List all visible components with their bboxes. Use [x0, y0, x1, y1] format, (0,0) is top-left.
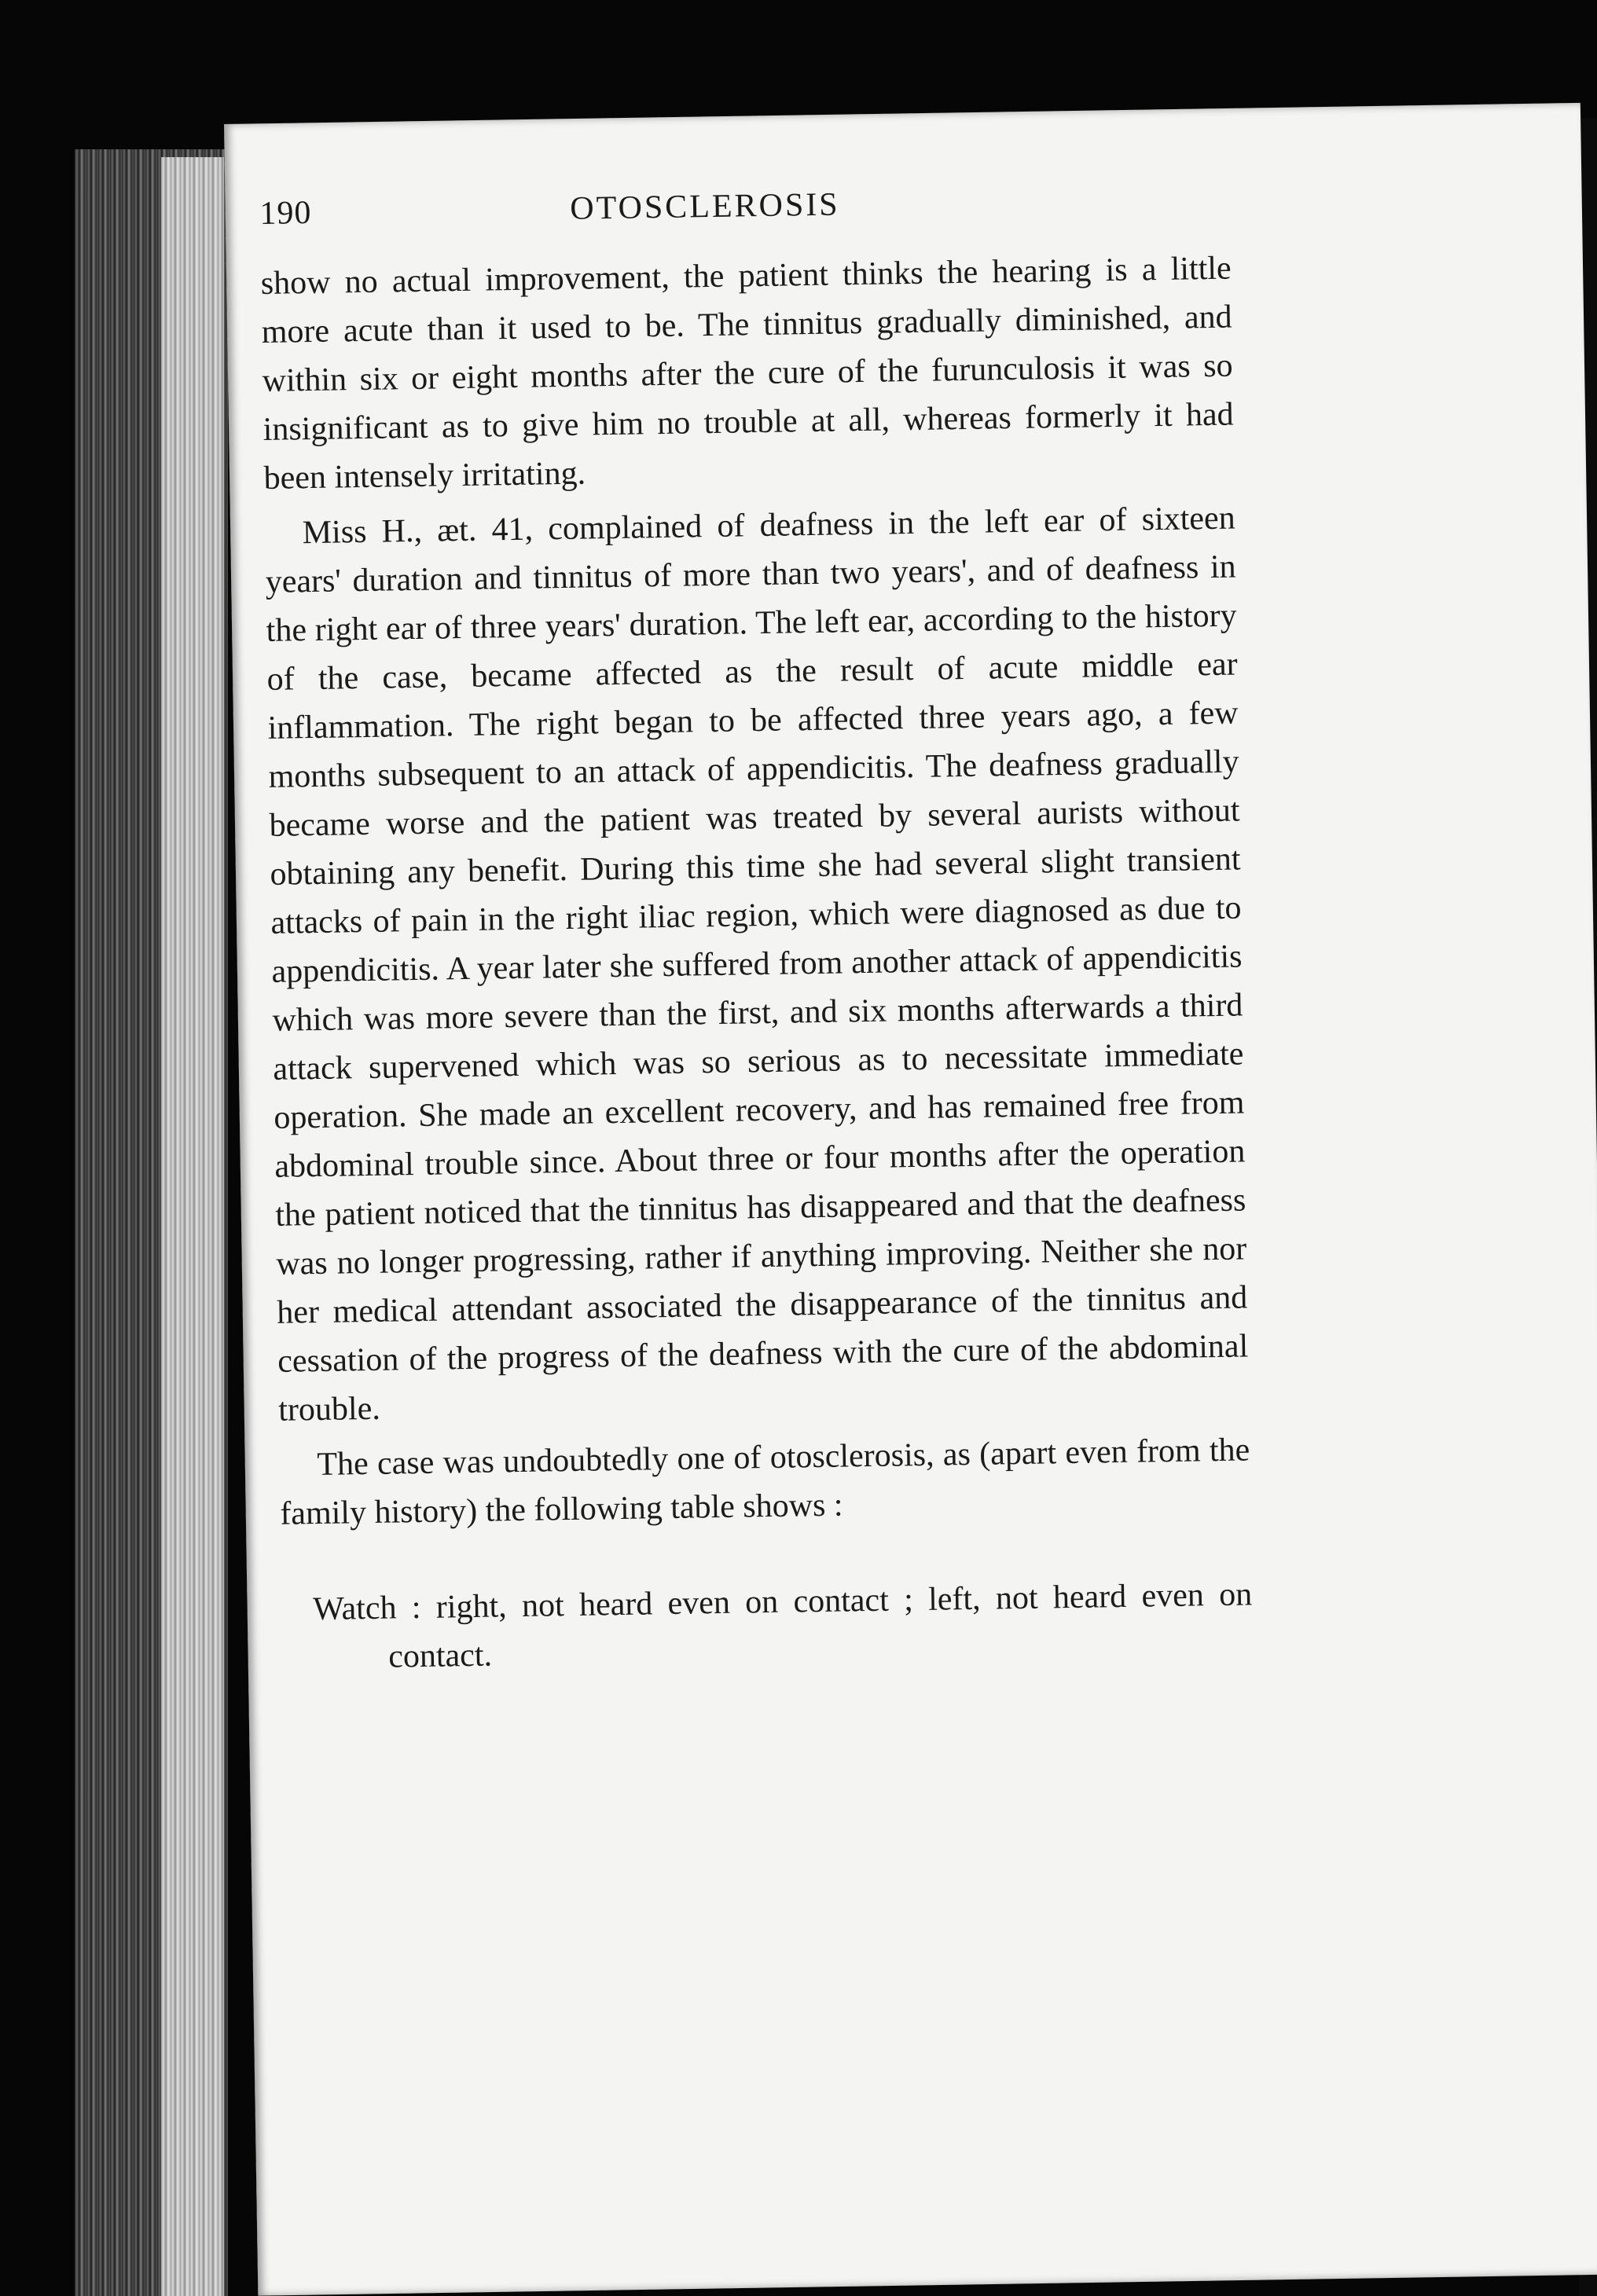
paragraph-table-intro: The case was undoubtedly one of otosclerosis, as (apart even from the family history) the following table shows : — [280, 1432, 1250, 1532]
page-number: 190 — [259, 194, 312, 232]
paragraph-continuation: show no actual improvement, the patient thinks the hearing is a little more acute than it used to be. The tinnitus gradually diminished, and within six or eight months after the cure of the furunculosis it was so insignificant as to give him no trouble at all, whereas formerly it had been intensely irritating. — [260, 250, 1234, 497]
running-title: OTOSCLEROSIS — [569, 186, 840, 227]
watch-test-result: Watch : right, not heard even on contact ; left, not heard even on contact. — [312, 1576, 1253, 1675]
paragraph-case-miss-h: Miss H., æt. 41, complained of deafness in the left ear of sixteen years' duration and tinnitus of more than two years', and of deafness in the right ear of three years' duration. The left ear, according to the history of the case, became affected as the result of acute middle ear inflammation. The right began to be affected three years ago, a few months subsequent to an attack of appendicitis. The deafness gradually became worse and the patient was treated by several aurists without obtaining any benefit. During this time she had several slight transient attacks of pain in the right iliac region, which were diagnosed as due to appendicitis. A year later she suffered from another attack of appendicitis which was more severe than the first, and six months afterwards a third attack supervened which was so serious as to necessitate immediate operation. She made an excellent recovery, and has remained free from abdominal trouble since. About three or four months after the operation the patient noticed that the tinnitus has disappeared and that the deafness was no longer progressing, rather if anything improving. Neither she nor her medical attendant associated the disappearance of the tinnitus and cessation of the progress of the deafness with the cure of the abdominal trouble. — [265, 500, 1249, 1429]
page-content — [259, 180, 1254, 1716]
book-page-edges-light — [161, 157, 224, 2296]
